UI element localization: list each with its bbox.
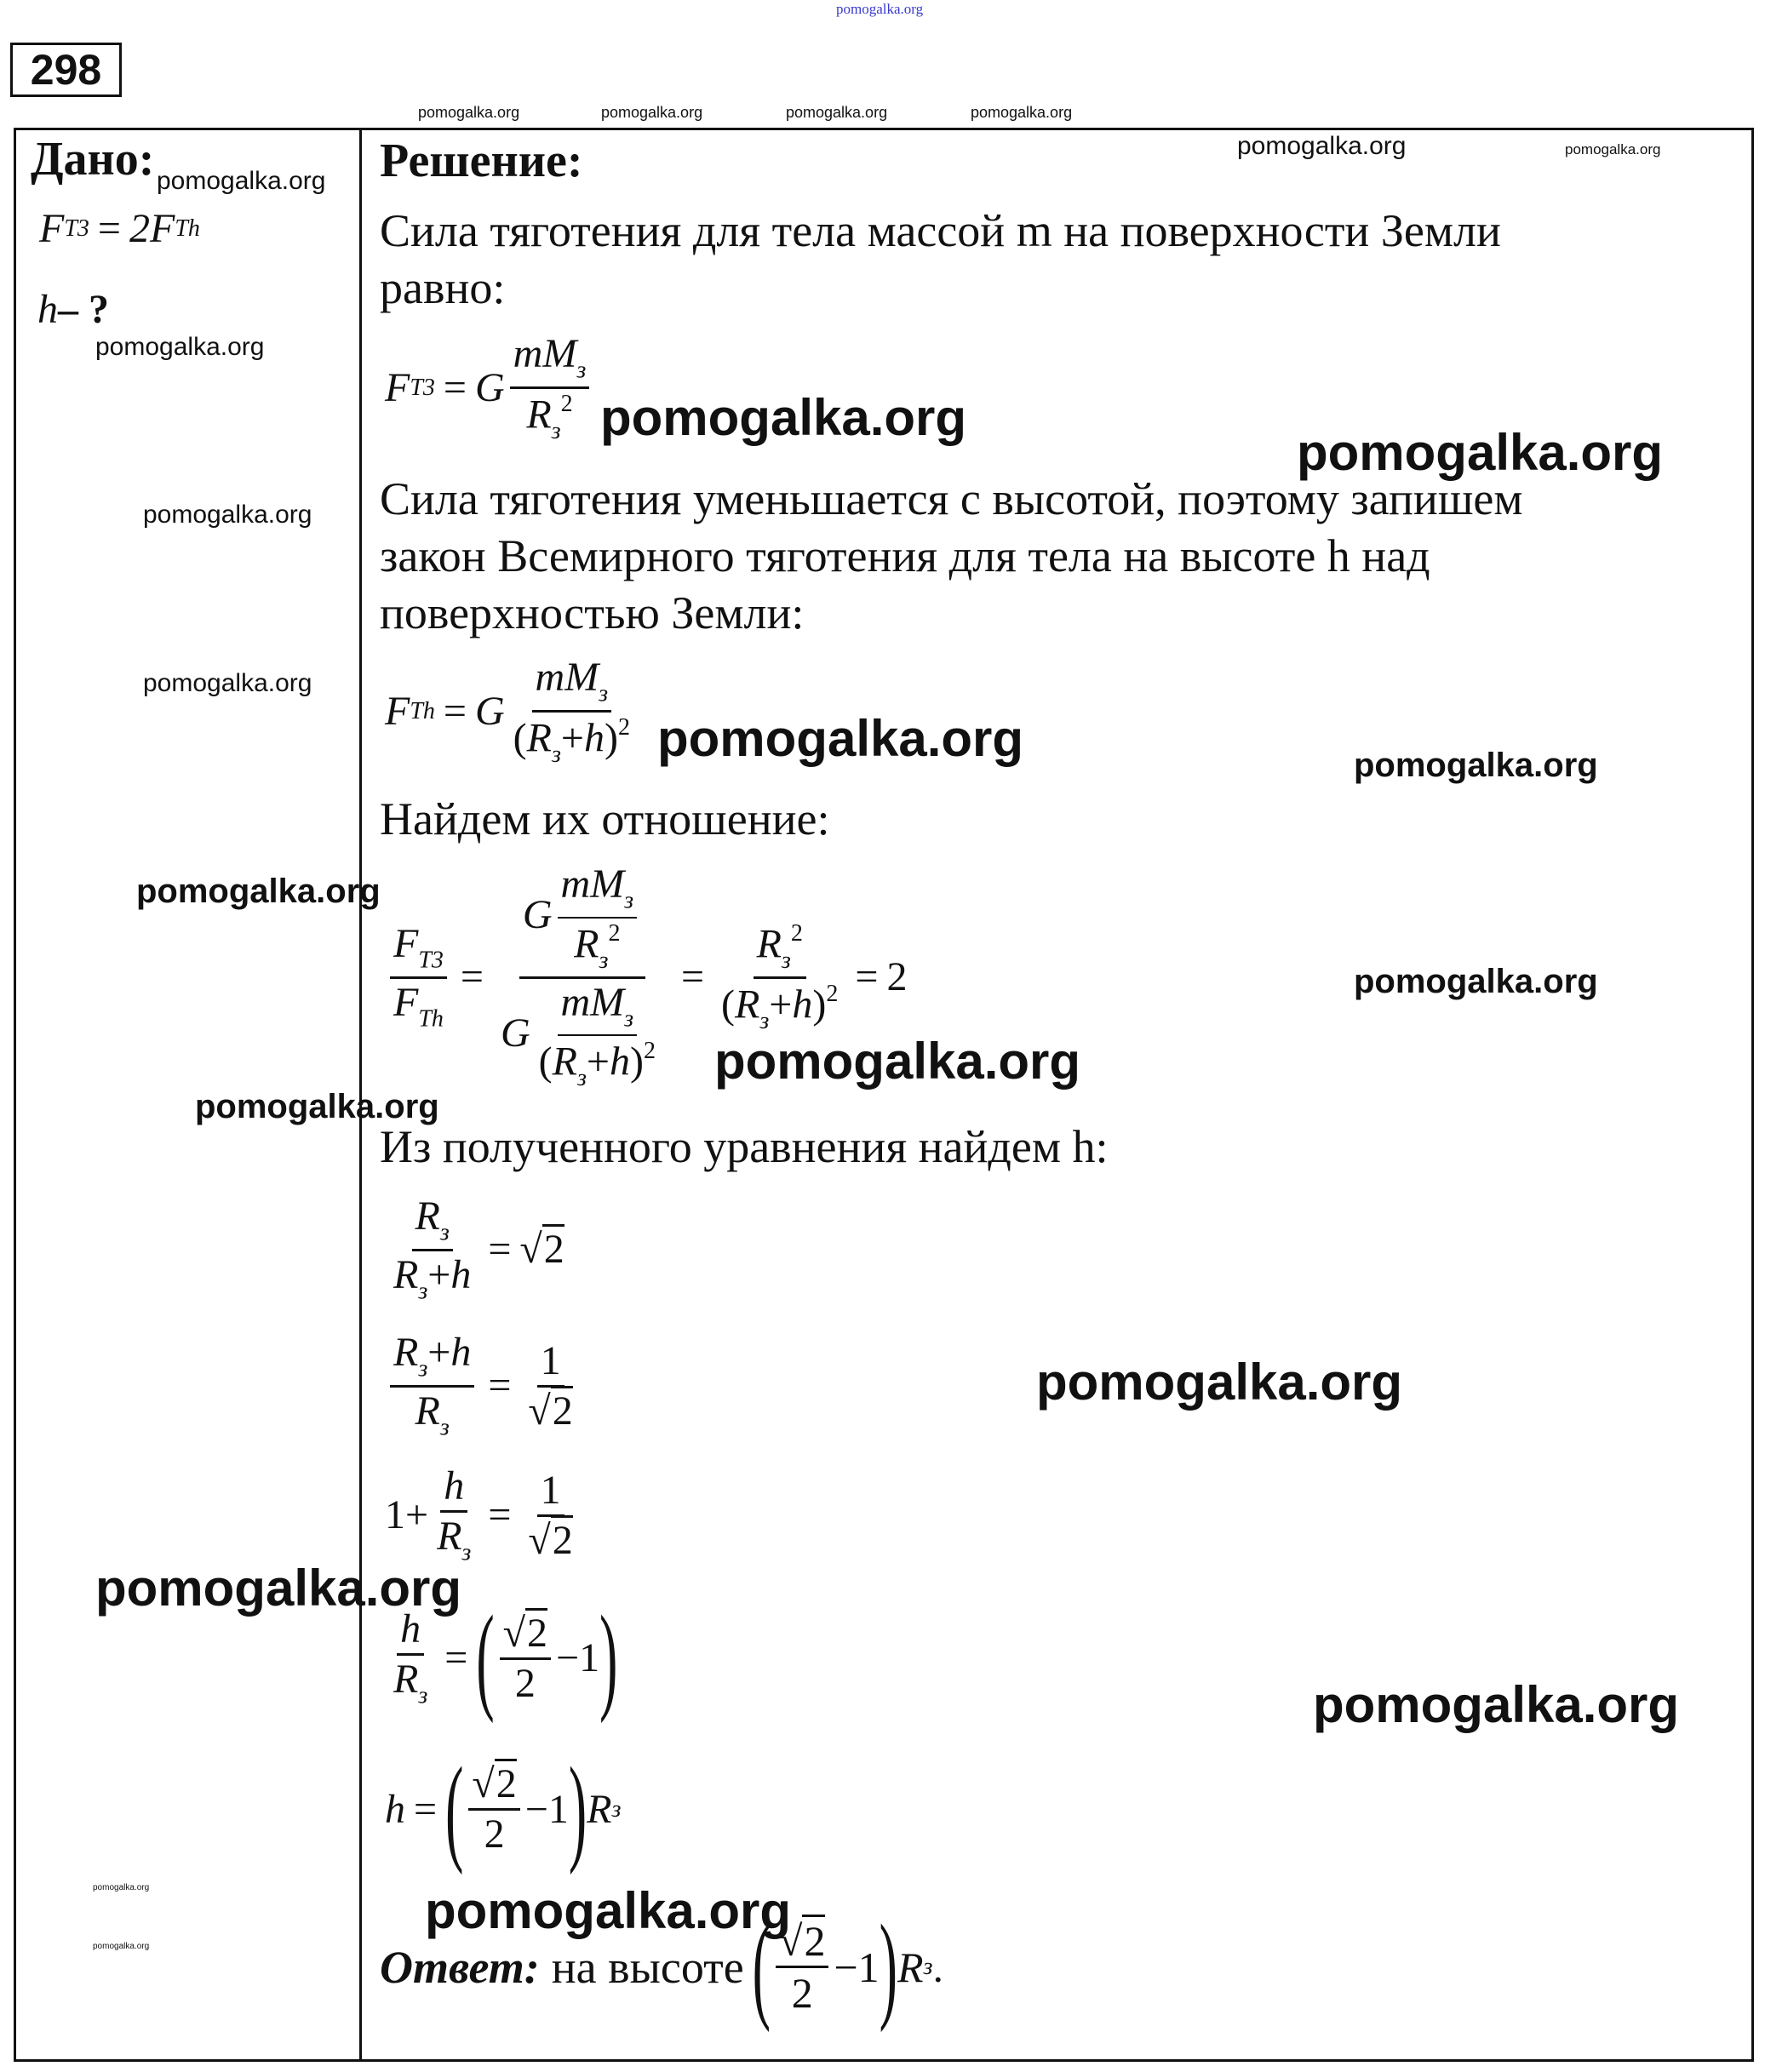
exponent: 2 (790, 919, 803, 947)
fraction (776, 1917, 828, 2017)
square-root (519, 1227, 564, 1273)
symbol: R (437, 1514, 462, 1559)
symbol: F (385, 689, 410, 735)
numerator: 1 (537, 1470, 564, 1517)
paren: ( (752, 1899, 771, 2033)
symbol: h (792, 982, 813, 1027)
paren: ( (513, 715, 527, 761)
paragraph-line: равно: (380, 262, 506, 313)
paren: ( (445, 1742, 464, 1875)
subscript: Th (418, 1005, 444, 1033)
symbol: G (474, 689, 505, 735)
answer-label: Ответ: (380, 1941, 540, 1993)
symbol: R (552, 1039, 577, 1085)
fraction (390, 1332, 474, 1440)
symbol: R (735, 982, 760, 1027)
subscript: з (418, 1682, 428, 1709)
subscript: Т3 (410, 375, 435, 402)
watermark: pomogalka.org (95, 1560, 462, 1617)
symbol: h (450, 1251, 472, 1297)
symbol: h (609, 1039, 630, 1085)
symbol: R (756, 921, 782, 967)
equals: = (488, 1227, 512, 1273)
watermark: pomogalka.org (971, 104, 1073, 121)
subscript: з (418, 1278, 428, 1305)
subscript: Т3 (64, 215, 89, 242)
denominator: 2 (514, 1660, 536, 1706)
plus: + (427, 1330, 451, 1375)
given-heading: Дано: (31, 133, 155, 186)
symbol: mM (560, 861, 625, 907)
equals: = (460, 954, 484, 1000)
paren: ) (879, 1899, 897, 2033)
numerator: h (397, 1609, 424, 1656)
equation-step-2 (385, 1332, 582, 1440)
subscript: з (611, 1795, 622, 1823)
symbol: F (39, 206, 65, 251)
symbol: mM (535, 655, 599, 700)
equation-step-5 (385, 1742, 622, 1875)
fraction (433, 1463, 474, 1566)
fraction (510, 657, 633, 767)
exponent: 2 (608, 919, 621, 947)
formula-surface-gravity (385, 331, 594, 444)
equals: = (443, 689, 467, 735)
radicand: 2 (551, 1386, 573, 1434)
minus: − (556, 1635, 580, 1681)
subscript: з (599, 947, 609, 974)
equals: = (680, 954, 705, 1000)
paren: ) (812, 982, 827, 1027)
minus: − (834, 1943, 858, 1991)
answer-text: на высоте (551, 1941, 744, 1993)
watermark: pomogalka.org (425, 1882, 792, 1939)
symbol: h (385, 1786, 405, 1832)
symbol: R (393, 1330, 419, 1375)
subscript: з (418, 1355, 428, 1382)
fraction (524, 1467, 576, 1563)
symbol: R (587, 1786, 612, 1832)
watermark: pomogalka.org (601, 104, 703, 121)
symbol: F (385, 365, 410, 411)
sqrt-sign: √ (519, 1227, 542, 1273)
symbol: h (583, 715, 605, 761)
paragraph-line: Найдем их отношение: (380, 793, 830, 844)
subscript: з (624, 1005, 634, 1033)
fraction (390, 1606, 431, 1709)
paren: ) (599, 1591, 618, 1725)
square-root (524, 1517, 576, 1561)
watermark: pomogalka.org (1354, 747, 1598, 784)
subscript: з (461, 1539, 472, 1566)
watermark: pomogalka.org (657, 710, 1024, 767)
watermark: pomogalka.org (714, 1033, 1081, 1090)
watermark: pomogalka.org (418, 104, 520, 121)
equation-step-3 (385, 1463, 582, 1566)
symbol: G (474, 365, 505, 411)
fraction (536, 979, 659, 1092)
equals: = (414, 1786, 438, 1832)
number: 2 (886, 954, 908, 1000)
paren: ) (568, 1742, 587, 1875)
symbol: mM (560, 979, 625, 1025)
fraction (718, 919, 841, 1034)
symbol: F (393, 921, 419, 967)
fraction (390, 921, 447, 1033)
denominator: 2 (484, 1812, 505, 1857)
period: . (932, 1943, 943, 1991)
watermark: pomogalka.org (143, 501, 312, 529)
subscript: з (439, 1414, 450, 1441)
watermark: pomogalka.org (157, 167, 326, 195)
paren: ( (476, 1591, 495, 1725)
paragraph-line: Сила тяготения уменьшается с высотой, поэтому запишем (380, 473, 1523, 524)
fraction (510, 331, 590, 444)
watermark: pomogalka.org (93, 1883, 150, 1892)
symbol: G (500, 1010, 530, 1056)
sqrt-sign: √ (779, 1917, 803, 1965)
watermark: pomogalka.org (786, 104, 888, 121)
given-unknown (37, 289, 109, 330)
unknown-mark: – ? (58, 287, 109, 332)
subscript: з (551, 741, 561, 768)
subscript: з (439, 1219, 450, 1246)
subscript: з (599, 680, 609, 707)
symbol: R (415, 1388, 440, 1434)
plus: + (586, 1039, 610, 1085)
radicand: 2 (525, 1608, 547, 1656)
minus: − (524, 1786, 548, 1832)
subscript: Th (410, 698, 435, 725)
subscript: з (576, 357, 587, 384)
paren: ) (604, 715, 618, 761)
number: 1 (547, 1786, 569, 1832)
problem-number: 298 (10, 43, 122, 97)
equals: = (488, 1492, 512, 1538)
watermark: pomogalka.org (1297, 424, 1664, 481)
equals: = (444, 1635, 468, 1681)
equals: = (97, 206, 121, 251)
paragraph-line: поверхностью Земли: (380, 587, 805, 638)
equals: = (855, 954, 879, 1000)
paren: ) (629, 1039, 644, 1085)
fraction (497, 861, 668, 1092)
subscript: з (923, 1953, 933, 1980)
sqrt-sign: √ (472, 1761, 495, 1806)
square-root (500, 1610, 551, 1660)
watermark: pomogalka.org (1237, 132, 1407, 160)
plus: + (427, 1251, 451, 1297)
fraction (468, 1761, 519, 1857)
plus: + (560, 715, 584, 761)
radicand: 2 (551, 1515, 573, 1563)
symbol: mM (513, 331, 577, 376)
symbol: R (393, 1657, 419, 1702)
fraction (390, 1193, 474, 1305)
fraction (524, 1337, 576, 1434)
exponent: 2 (826, 980, 839, 1007)
fraction (558, 861, 638, 974)
subscript: Th (175, 215, 200, 242)
fraction (500, 1610, 551, 1706)
watermark: pomogalka.org (93, 1942, 150, 1951)
watermark: pomogalka.org (195, 1088, 439, 1125)
watermark: pomogalka.org (836, 1, 924, 17)
numerator: h (440, 1466, 467, 1513)
sqrt-sign: √ (502, 1610, 525, 1656)
square-root (524, 1388, 576, 1432)
denominator: 2 (791, 1969, 813, 2017)
equals: = (488, 1363, 512, 1409)
paren: ( (538, 1039, 553, 1085)
number: 1 (857, 1943, 880, 1991)
numerator: 1 (537, 1341, 564, 1388)
paragraph-line: Из полученного уравнения найдем h: (380, 1121, 1109, 1172)
sqrt-sign: √ (528, 1517, 551, 1563)
plus: + (769, 982, 793, 1027)
symbol: R (526, 392, 552, 438)
symbol: h (37, 287, 58, 332)
watermark: pomogalka.org (1354, 963, 1598, 1000)
subscript: з (759, 1007, 770, 1034)
number: 1 (579, 1635, 600, 1681)
watermark: pomogalka.org (600, 389, 967, 446)
symbol: R (393, 1251, 419, 1297)
radicand: 2 (495, 1759, 517, 1806)
square-root (468, 1761, 519, 1811)
symbol: h (450, 1330, 472, 1375)
exponent: 2 (560, 390, 573, 417)
paragraph-line: закон Всемирного тяготения для тела на высоте h над (380, 530, 1430, 581)
exponent: 2 (617, 713, 630, 741)
symbol: 2F (129, 206, 175, 251)
watermark: pomogalka.org (1565, 141, 1661, 157)
subscript: з (624, 887, 634, 914)
paragraph-line: Сила тяготения для тела массой m на поверхности Земли (380, 205, 1501, 256)
watermark: pomogalka.org (95, 333, 265, 361)
exponent: 2 (643, 1038, 656, 1065)
watermark: pomogalka.org (136, 873, 381, 910)
subscript: з (576, 1065, 587, 1092)
paren: ( (721, 982, 736, 1027)
radicand: 2 (802, 1915, 825, 1965)
symbol: G (522, 891, 553, 937)
subscript: Т3 (418, 947, 444, 974)
symbol: R (526, 715, 552, 761)
solution-heading: Решение: (380, 135, 583, 187)
equation-step-4 (385, 1591, 618, 1725)
watermark: pomogalka.org (1036, 1354, 1403, 1411)
symbol: R (415, 1193, 440, 1239)
symbol: R (897, 1943, 924, 1991)
watermark: pomogalka.org (1313, 1676, 1680, 1733)
equation-step-1 (385, 1193, 564, 1305)
radicand: 2 (542, 1224, 564, 1272)
square-root (776, 1917, 828, 1968)
subscript: з (781, 947, 791, 974)
sqrt-sign: √ (528, 1388, 551, 1434)
subscript: з (551, 417, 561, 444)
given-condition (39, 206, 200, 251)
one-plus: 1+ (385, 1492, 429, 1538)
symbol: F (393, 979, 419, 1025)
symbol: R (574, 921, 599, 967)
formula-height-gravity (385, 657, 639, 767)
watermark: pomogalka.org (143, 669, 312, 697)
equals: = (443, 365, 467, 411)
